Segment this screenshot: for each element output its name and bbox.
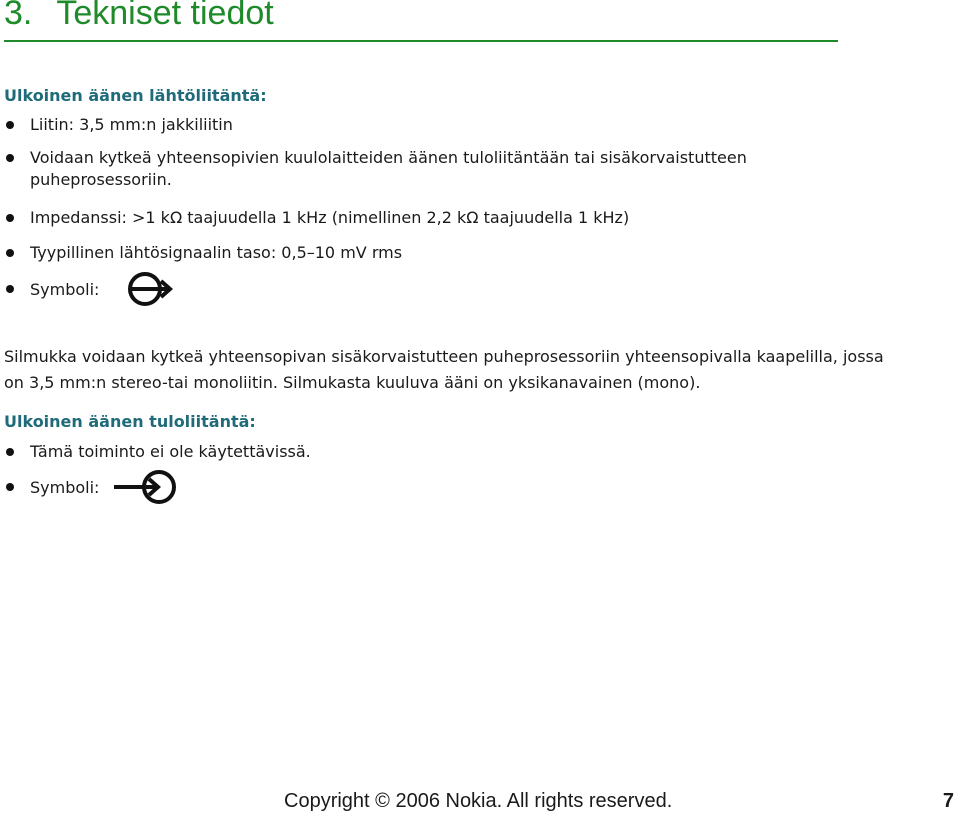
list-item-text: Tämä toiminto ei ole käytettävissä. <box>30 442 311 461</box>
list-item <box>4 441 311 463</box>
list-item-text: Voidaan kytkeä yhteensopivien kuulolaitteiden äänen tuloliitäntään tai sisäkorvaistutteen <box>30 148 747 167</box>
title-divider <box>4 40 838 42</box>
symbol-label: Symboli: <box>30 279 100 299</box>
list-item-symbol <box>4 476 99 499</box>
list-item-symbol <box>4 278 99 301</box>
bullet-icon <box>6 249 14 257</box>
bullet-icon <box>6 121 14 129</box>
paragraph-line: on 3,5 mm:n stereo-tai monoliitin. Silmukasta kuuluva ääni on yksikanavainen (mono). <box>4 373 701 392</box>
bullet-icon <box>6 154 14 162</box>
symbol-label: Symboli: <box>30 477 100 497</box>
audio-output-symbol-icon <box>112 270 178 308</box>
list-item <box>4 242 402 264</box>
audio-input-symbol-icon <box>112 468 178 506</box>
list-item-text: Liitin: 3,5 mm:n jakkiliitin <box>30 115 233 134</box>
chapter-title-text: Tekniset tiedot <box>56 0 274 32</box>
bullet-icon <box>6 483 14 491</box>
input-section-heading: Ulkoinen äänen tuloliitäntä: <box>4 412 256 431</box>
footer-copyright: Copyright © 2006 Nokia. All rights reserved. <box>284 790 673 812</box>
list-item <box>4 207 629 229</box>
bullet-icon <box>6 448 14 456</box>
page-title <box>4 0 274 33</box>
chapter-number: 3. <box>4 0 33 32</box>
list-item-text-continued: puheprosessoriin. <box>30 170 172 189</box>
description-paragraph <box>4 344 944 396</box>
list-item <box>4 147 747 191</box>
page-number: 7 <box>942 790 954 812</box>
paragraph-line: Silmukka voidaan kytkeä yhteensopivan sisäkorvaistutteen puheprosessoriin yhteensopivalla kaapelilla, jossa <box>4 347 884 366</box>
list-item <box>4 114 233 136</box>
list-item-text: Tyypillinen lähtösignaalin taso: 0,5–10 mV rms <box>30 243 403 262</box>
bullet-icon <box>6 285 14 293</box>
bullet-icon <box>6 214 14 222</box>
list-item-text: Impedanssi: >1 kΩ taajuudella 1 kHz (nimellinen 2,2 kΩ taajuudella 1 kHz) <box>30 208 630 227</box>
output-section-heading: Ulkoinen äänen lähtöliitäntä: <box>4 86 267 105</box>
